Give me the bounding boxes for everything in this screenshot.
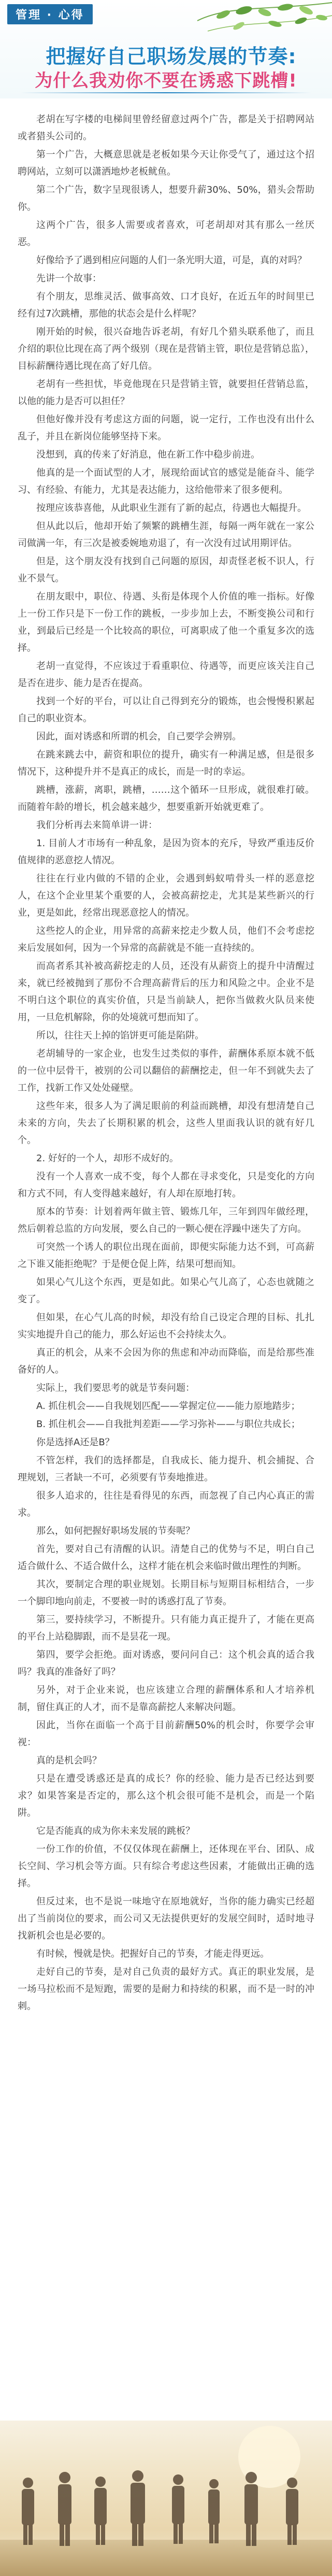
article-header (0, 0, 332, 98)
paragraph: 原本的节奏：计划着两年做主管、锻炼几年，三年到四年做经理，然后朝着总监的方向发展，要么自己的一颗心便在浮躁中迷失了方向。 (18, 1206, 314, 1234)
paragraph: 好像给予了遇到相应问题的人们一条光明大道，可是，真的对吗？ (36, 255, 307, 266)
title-divider (21, 92, 311, 93)
paragraph: 第一个广告，大概意思就是老板如果今天让你受气了，通过这个招聘网站，立刻可以潇洒地炒老板鱿鱼。 (18, 149, 314, 177)
paragraph: A. 抓住机会——自我规划匹配——掌握定位——能力原地踏步； (36, 1401, 300, 1412)
article-body (0, 98, 332, 2420)
paragraph: 只是在遭受诱惑还是真的成长？你的经验、能力是否已经达到要求？如果答案是否定的，那么这个机会很可能不是机会，而是一个陷阱。 (18, 1773, 314, 1818)
paragraph: 先讲一个故事： (36, 273, 102, 284)
paragraph: 真正的机会，从来不会因为你的焦虑和冲动而降临，而是给那些准备好的人。 (18, 1347, 314, 1375)
paragraph: 老胡辅导的一家企业，也发生过类似的事件，薪酬体系原本就不低的一位中层骨干，被别的公司以翻倍的薪酬挖走，但一年不到就失去了工作，找新工作又处处碰壁。 (18, 1048, 314, 1093)
paragraph: 第四，要学会拒绝。面对诱惑，要问问自己：这个机会真的适合我吗？我真的准备好了吗？ (18, 1649, 314, 1677)
paragraph: 2. 好好的一个人，却形不成好的。 (36, 1153, 179, 1164)
paragraph: 往往在行业内做的不错的企业，会遇到蚂蚁啃骨头一样的恶意挖人，在这个企业里某个重要的人，会被高薪挖走，尤其是某些新兴的行业，更是如此，经常出现恶意挖人的情况。 (18, 873, 314, 918)
paragraph: 很多人追求的，往往是看得见的东西，而忽视了自己内心真正的需求。 (18, 1490, 314, 1518)
paragraph: 我们分析再去来简单讲一讲： (36, 820, 157, 831)
paragraph: 第二个广告，数字呈现很诱人，想要升薪30%、50%，猎头会帮助你。 (18, 184, 314, 212)
paragraph: 另外，对于企业来说，也应该建立合理的薪酬体系和人才培养机制，留住真正的人才，而不是靠高薪挖人来解决问题。 (18, 1685, 314, 1713)
paragraph: 一份工作的价值，不仅仅体现在薪酬上，还体现在平台、团队、成长空间、学习机会等方面。只有综合考虑这些因素，才能做出正确的选择。 (18, 1844, 314, 1889)
paragraph: 按理应该恭喜他，从此职业生涯有了新的起点，待遇也大幅提升。 (36, 503, 307, 514)
paragraph: 老胡有一些担忧，毕竟他现在只是营销主管，就要担任营销总监，以他的能力是否可以担任？ (18, 379, 314, 407)
paragraph: 他真的是一个面试型的人才，展现给面试官的感觉是能奋斗、能学习、有经验、有能力，尤其是表达能力，这给他带来了很多便利。 (18, 467, 314, 495)
paragraph: 但是，这个朋友没有找到自己问题的原因，却责怪老板不识人，行业不景气。 (18, 556, 314, 584)
paragraph: 但如果，在心气儿高的时候，却没有给自己设定合理的目标、扎扎实实地提升自己的能力，那么好运也不会持续太久。 (18, 1312, 314, 1340)
paragraph: 没有一个人喜欢一成不变，每个人都在寻求变化，只是变化的方向和方式不同，有人变得越来越好，有人却在原地打转。 (18, 1171, 314, 1199)
paragraph: 你是选择A还是B？ (36, 1437, 114, 1448)
paragraph: 其次，要制定合理的职业规划。长期目标与短期目标相结合，一步一个脚印地向前走，不要被一时的诱惑打乱了节奏。 (18, 1579, 314, 1607)
paragraph: 因此，当你在面临一个高于目前薪酬50%的机会时，你要学会审视： (18, 1720, 314, 1748)
paragraph: 这些年来，很多人为了满足眼前的利益而跳槽，却没有想清楚自己未来的方向，失去了长期积累的机会，这些人里面我认识的就有好几个。 (18, 1101, 314, 1146)
paragraph: 在跳来跳去中，薪资和职位的提升，确实有一种满足感，但是很多情况下，这种提升并不是真正的成长，而是一时的幸运。 (18, 749, 314, 777)
paragraph: 所以，往往天上掉的馅饼更可能是陷阱。 (36, 1030, 204, 1041)
paragraph: 老胡一直觉得，不应该过于看重职位、待遇等，而更应该关注自己是否在进步、能力是否在提高。 (18, 661, 314, 689)
paragraph: 有个朋友，思维灵活、做事高效、口才良好，在近五年的时间里已经有过7次跳槽，那他的状态会是什么样呢？ (18, 291, 314, 319)
paragraph: 刚开始的时候，很兴奋地告诉老胡，有好几个猎头联系他了，而且介绍的职位比现在高了两个级别（现在是营销主管，职位是营销总监），目标薪酬待遇比现在高了好几倍。 (18, 326, 314, 372)
paragraph: 但从此以后，他却开始了频繁的跳槽生涯，每隔一两年就在一家公司做满一年，有三次是被委婉地劝退了，有一次没有过试用期评估。 (18, 521, 314, 549)
section-tag: 管理 · 心得 (7, 4, 93, 24)
paragraph: 首先，要对自己有清醒的认识。清楚自己的优势与不足，明白自己适合做什么、不适合做什么，这样才能在机会来临时做出理性的判断。 (18, 1544, 314, 1572)
paragraph: 老胡在写字楼的电梯间里曾经留意过两个广告，都是关于招聘网站或者猎头公司的。 (18, 114, 314, 142)
paragraph: 它是否能真的成为你未来发展的跳板？ (36, 1826, 195, 1837)
business-people-silhouette-icon (0, 2421, 332, 2576)
title-line-2: 为什么我劝你不要在诱惑下跳槽! (35, 70, 297, 91)
paragraph: 但他好像并没有考虑这方面的问题，说一定行，工作也没有出什么乱子，并且在新岗位能够坚持下来。 (18, 414, 314, 442)
paragraph: B. 抓住机会——自我批判差距——学习弥补——与职位共成长； (36, 1419, 300, 1430)
paragraph: 真的是机会吗？ (36, 1755, 102, 1766)
paragraph: 有时候，慢就是快。把握好自己的节奏，才能走得更远。 (36, 1948, 269, 1959)
paragraph: 但反过来，也不是说一味地守在原地就好，当你的能力确实已经超出了当前岗位的要求，而公司又无法提供更好的发展空间时，适时地寻找新机会也是必要的。 (18, 1896, 314, 1941)
paragraph: 走好自己的节奏，是对自己负责的最好方式。真正的职业发展，是一场马拉松而不是短跑，需要的是耐力和持续的积累，而不是一时的冲刺。 (18, 1967, 314, 2012)
paragraph: 这些挖人的企业，用异常的高薪来挖走少数人员，他们不会考虑挖来后发展如何，因为一个异常的高薪就是不能一直持续的。 (18, 926, 314, 953)
footer-photo (0, 2421, 332, 2576)
paragraph: 不管怎样，我们的选择都是，自我成长、能力提升、机会捕捉、合理规划，三者缺一不可，必须要有节奏地推进。 (18, 1455, 314, 1483)
paragraph: 没想到，真的传来了好消息，他在新工作中稳步前进。 (36, 449, 260, 460)
paragraph: 因此，面对诱惑和所谓的机会，自己要学会辨别。 (36, 731, 241, 742)
paragraph: 1. 目前人才市场有一种乱象，是因为资本的充斥，导致严重违反价值规律的恶意挖人情况。 (18, 838, 314, 866)
paragraph: 那么，如何把握好职场发展的节奏呢？ (36, 1526, 195, 1536)
paragraph: 这两个广告，很多人需要或者喜欢，可老胡却对其有那么一丝厌恶。 (18, 220, 314, 248)
paragraph: 实际上，我们要思考的就是节奏问题： (36, 1383, 195, 1393)
paragraph: 而高者系其补被高薪挖走的人员，还没有从薪资上的提升中清醒过来，就已经被抛到了那份不合理高薪背后的压力和风险之中。企业不是不明白这个职位的真实价值，只是当前缺人，把你当做救火队员来使用，一旦危机解除，你的处境就可想而知了。 (18, 961, 314, 1023)
paragraph: 第三，要持续学习，不断提升。只有能力真正提升了，才能在更高的平台上站稳脚跟，而不是昙花一现。 (18, 1614, 314, 1642)
paragraph: 找到一个好的平台，可以让自己得到充分的锻炼，也会慢慢积累起自己的职业资本。 (18, 696, 314, 724)
paragraph: 跳槽，涨薪，离职，跳槽，……这个循环一旦形成，就很难打破。而随着年龄的增长，机会越来越少，想要重新开始就更难了。 (18, 785, 314, 813)
paragraph: 在朋友眼中，职位、待遇、头衔是体现个人价值的唯一指标。好像上一份工作只是下一份工作的跳板，一步步加上去，不断变换公司和行业，到最后已经是一个比较高的职位，可离职成了他一个重复多次的选择。 (18, 591, 314, 653)
title-line-1: 把握好自己职场发展的节奏: (46, 45, 297, 68)
paragraph: 如果心气儿这个东西，更是如此。如果心气儿高了，心态也就随之变了。 (18, 1277, 314, 1305)
paragraph: 可突然一个诱人的职位出现在面前，即便实际能力达不到，可高薪之下谁又能拒绝呢？于是便仓促上阵，结果可想而知。 (18, 1242, 314, 1270)
